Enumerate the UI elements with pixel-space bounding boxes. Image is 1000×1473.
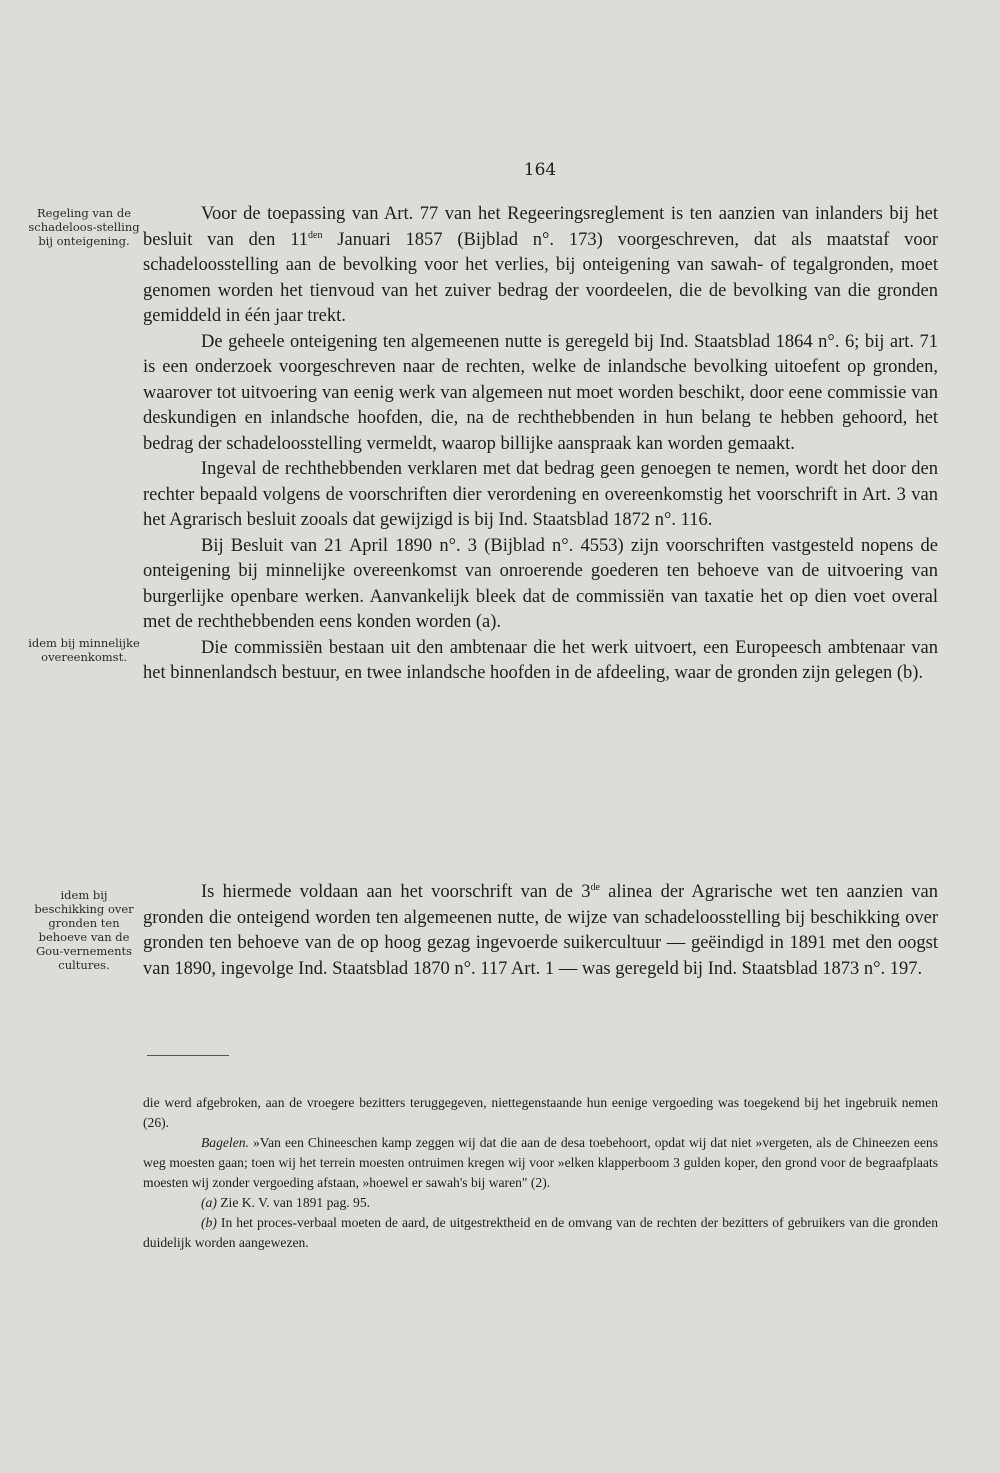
page-number: 164 bbox=[523, 160, 557, 180]
paragraph-2: De geheele onteigening ten algemeenen nutte is geregeld bij Ind. Staatsblad 1864 n°. 6; bij art. 71 is een onderzoek voorgeschreven naar de rechten, welke de inlandsche bevolking uitoefent op gronden, waarover tot uitvoering van eenig werk van algemeen nut moet worden beschikt, door eene commissie van deskundigen en inlandsche hoofden, die, na de rechthebbenden in hun belang te hebben gehoord, het bedrag der schadeloosstelling vermeldt, waarop billijke aanspraak kan worden gemaakt. bbox=[143, 331, 938, 454]
margin-note-minnelijke: idem bij minnelijke overeenkomst. bbox=[28, 636, 140, 664]
footnote-a: (a) Zie K. V. van 1891 pag. 95. bbox=[201, 1195, 371, 1210]
margin-note-beschikking: idem bij beschikking over gronden ten behoeve van de Gou-vernements cultures. bbox=[34, 888, 134, 972]
paragraph-1: Voor de toepassing van Art. 77 van het Regeeringsreglement is ten aanzien van inlanders bij het besluit van den $11^{den}$ Januari 1857 (Bijblad n°. 173) voorgeschreven, dat als maatstaf voor schadeloosstelling aan de bevolking voor het verlies, bij onteigening van sawah- of tegalgronden, moet genomen worden het tienvoud van het zuiver bedrag der voordeelen, die de bevolking van die gronden gemiddeld in één jaar trekt. bbox=[143, 204, 938, 326]
footnote-continuation: die werd afgebroken, aan de vroegere bezitters teruggegeven, niettegenstaande hun eenige vergoeding was toegekend bij het ingebruik nemen (26). bbox=[143, 1095, 938, 1130]
paragraph-3: Ingeval de rechthebbenden verklaren met dat bedrag geen genoegen te nemen, wordt het door den rechter bepaald volgens de voorschriften dier verordening en overeenkomstig het voorschrift in Art. 3 van het Agrarisch besluit zooals dat gewijzigd is bij Ind. Staatsblad 1872 n°. 116. bbox=[143, 459, 938, 530]
footnotes bbox=[143, 1093, 938, 1253]
paragraph-4: Bij Besluit van 21 April 1890 n°. 3 (Bijblad n°. 4553) zijn voorschriften vastgesteld nopens de onteigening bij minnelijke overeenkomst van onroerende goederen ten behoeve van de uitvoering van burgerlijke openbare werken. Aanvankelijk bleek dat de commissiën van taxatie het op dien voet overal met de rechthebbenden eens konden worden (a). bbox=[143, 535, 938, 632]
paragraph-6: Is hiermede voldaan aan het voorschrift van de 3de alinea der Agrarische wet ten aanzien van gronden die onteigend worden ten algemeenen nutte, de wijze van schadeloosstelling bij beschikking over gronden ten behoeve van de op hoog gezag ingevoerde suikercultuur — geëindigd in 1891 met den oogst van 1890, ingevolge Ind. Staatsblad 1870 n°. 117 Art. 1 — was geregeld bij Ind. Staatsblad 1873 n°. 197. bbox=[143, 882, 938, 979]
footnote-bagelen: Bagelen. »Van een Chineeschen kamp zeggen wij dat die aan de desa toebehoort, opdat wij dat niet »vergeten, als de Chineezen eens weg moesten gaan; toen wij het terrein moesten ontruimen kregen wij voor »elken klapperboom 3 gulden koper, den grond voor de begraafplaats moesten wij zonder vergoeding afstaan, »hoewel er sawah's bij waren" (2). bbox=[143, 1135, 938, 1190]
main-text-block bbox=[143, 202, 938, 687]
main-text-block-2 bbox=[143, 880, 938, 982]
footnote-b: (b) In het proces-verbaal moeten de aard, de uitgestrektheid en de omvang van de rechten der bezitters of gebruikers van die gronden duidelijk worden aangewezen. bbox=[143, 1215, 938, 1250]
footnote-divider bbox=[147, 1055, 229, 1056]
paragraph-5: Die commissiën bestaan uit den ambtenaar die het werk uitvoert, een Europeesch ambtenaar van het binnenlandsch bestuur, en twee inlandsche hoofden in de afdeeling, waar de gronden zijn gelegen (b). bbox=[143, 637, 938, 683]
margin-note-regeling: Regeling van de schadeloos-stelling bij onteigening. bbox=[28, 206, 140, 248]
